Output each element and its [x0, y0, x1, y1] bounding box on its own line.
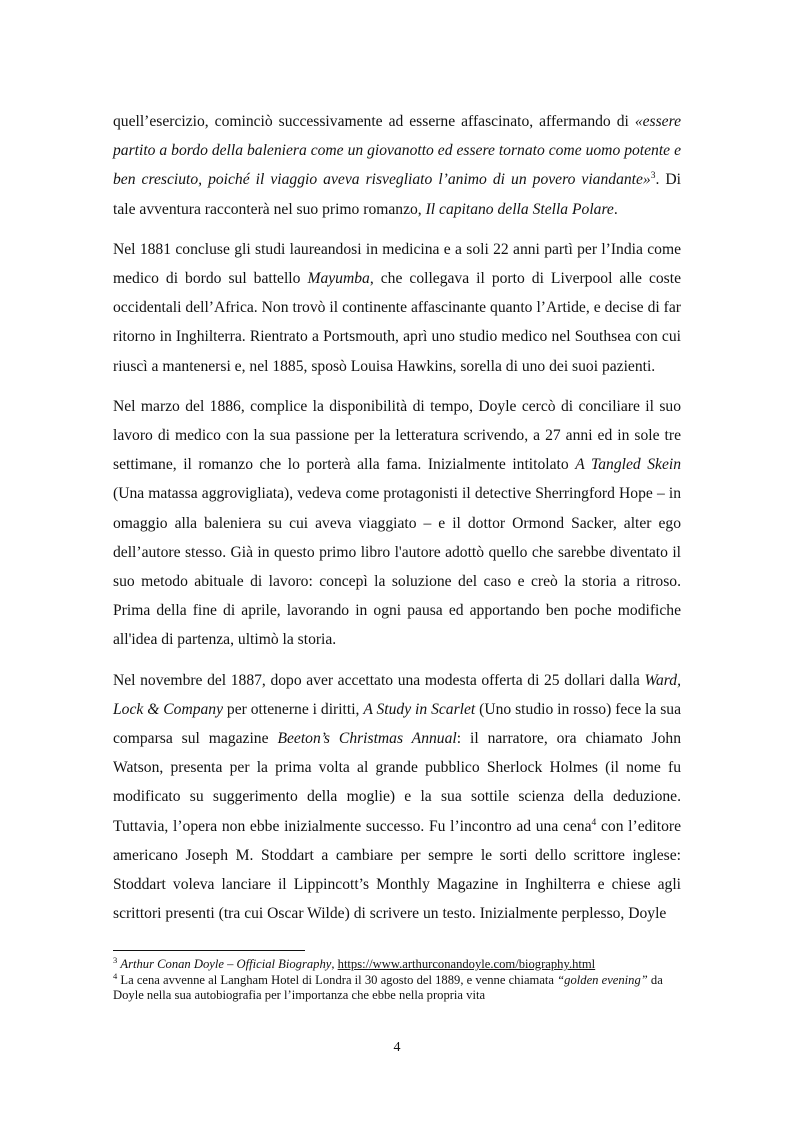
text-run: , che collegava il porto di Liverpool alle coste occidentali dell’Africa. Non trovò il continente affascinante quanto l’Artide, e decise di far ritorno in Inghilterra. Rientrato a Portsmouth, aprì uno studio medico nel Southsea con cui riuscì a mantenersi e, nel 1885, sposò Louisa Hawkins, sorella di uno dei suoi pazienti. — [113, 270, 681, 375]
text-run: La cena avvenne al Langham Hotel di Londra il 30 agosto del 1889, e venne chiamata — [117, 973, 558, 987]
footnote-marker: 4 — [591, 817, 597, 828]
paragraph — [113, 235, 681, 381]
italic-text: «essere partito a bordo della baleniera come un giovanotto ed essere tornato come uomo potente e ben cresciuto, poiché il viaggio aveva risvegliato l’animo di un povero viandante» — [113, 113, 681, 189]
text-run: , — [331, 957, 338, 971]
text-run: : il narratore, ora chiamato John Watson, presenta per la prima volta al grande pubblico Sherlock Holmes (il nome fu modificato su suggerimento della moglie) e la sua sottile scienza della deduzione. Tuttavia, l’opera non ebbe inizialmente successo. Fu l’incontro ad una cena — [113, 730, 682, 835]
footnote — [113, 970, 681, 1003]
italic-text: Il capitano della Stella Polare — [425, 200, 614, 218]
italic-text: Mayumba — [307, 270, 370, 288]
paragraph — [113, 666, 681, 929]
page-number: 4 — [393, 1040, 401, 1055]
italic-text: Arthur Conan Doyle – Official Biography — [120, 957, 332, 971]
footnote-marker: 4 — [113, 970, 118, 981]
italic-text: Ward, Lock & Company — [113, 671, 681, 718]
text-run: Nel novembre del 1887, dopo aver accettato una modesta offerta di 25 dollari dalla — [113, 671, 645, 689]
footnote-marker: 3 — [113, 954, 118, 965]
text-run: (Uno studio in rosso) fece la sua comparsa sul magazine — [113, 700, 681, 748]
main-text — [113, 107, 681, 928]
italic-text: A Study in Scarlet — [363, 700, 476, 718]
text-run: con l’editore americano Joseph M. Stoddart a cambiare per sempre le sorti dello scrittore inglese: Stoddart voleva lanciare il Lippincott’s Monthly Magazine in Inghilterra e chiese agli scrittori presenti (tra cui Oscar Wilde) di scrivere un testo. Inizialmente perplesso, Doyle — [113, 817, 682, 923]
text-run: . — [613, 200, 618, 218]
italic-text: “golden evening” — [557, 973, 648, 987]
text-run: Nel marzo del 1886, complice la disponibilità di tempo, Doyle cercò di conciliare il suo lavoro di medico con la sua passione per la letteratura scrivendo, a 27 anni ed in sole tre settimane, il romanzo che lo porterà alla fama. Inizialmente intitolato — [113, 397, 681, 474]
paragraph — [113, 107, 681, 224]
text-run: (Una matassa aggrovigliata), vedeva come protagonisti il detective Sherringford Hope – in omaggio alla baleniera su cui aveva viaggiato – e il dottor Ormond Sacker, alter ego dell’autore stesso. Già in questo primo libro l'autore adottò quello che sarebbe diventato il suo metodo abituale di lavoro: concepì la soluzione del caso e creò la storia a ritroso. Prima della fine di aprile, lavorando in ogni pausa ed apportando ben poche modifiche all'idea di partenza, ultimò la storia. — [113, 485, 681, 649]
text-run: . Di tale avventura racconterà nel suo primo romanzo, — [113, 171, 681, 218]
source-link[interactable]: https://www.arthurconandoyle.com/biography.html — [337, 957, 596, 971]
text-run: Nel 1881 concluse gli studi laureandosi in medicina e a soli 22 anni partì per l’India come medico di bordo sul battello — [113, 240, 681, 288]
footnotes-section — [113, 954, 681, 1004]
text-run: quell’esercizio, cominciò successivamente ad esserne affascinato, affermando di — [113, 113, 635, 130]
italic-text: A Tangled Skein — [575, 456, 681, 474]
footnote-marker: 3 — [650, 171, 656, 182]
footnote-separator — [113, 950, 305, 951]
footnote — [113, 954, 681, 972]
italic-text: Beeton’s Christmas Annual — [277, 730, 457, 748]
text-run: da Doyle nella sua autobiografia per l’importanza che ebbe nella propria vita — [113, 973, 663, 1002]
paragraph — [113, 392, 681, 655]
text-run: per ottenerne i diritti, — [223, 700, 364, 718]
